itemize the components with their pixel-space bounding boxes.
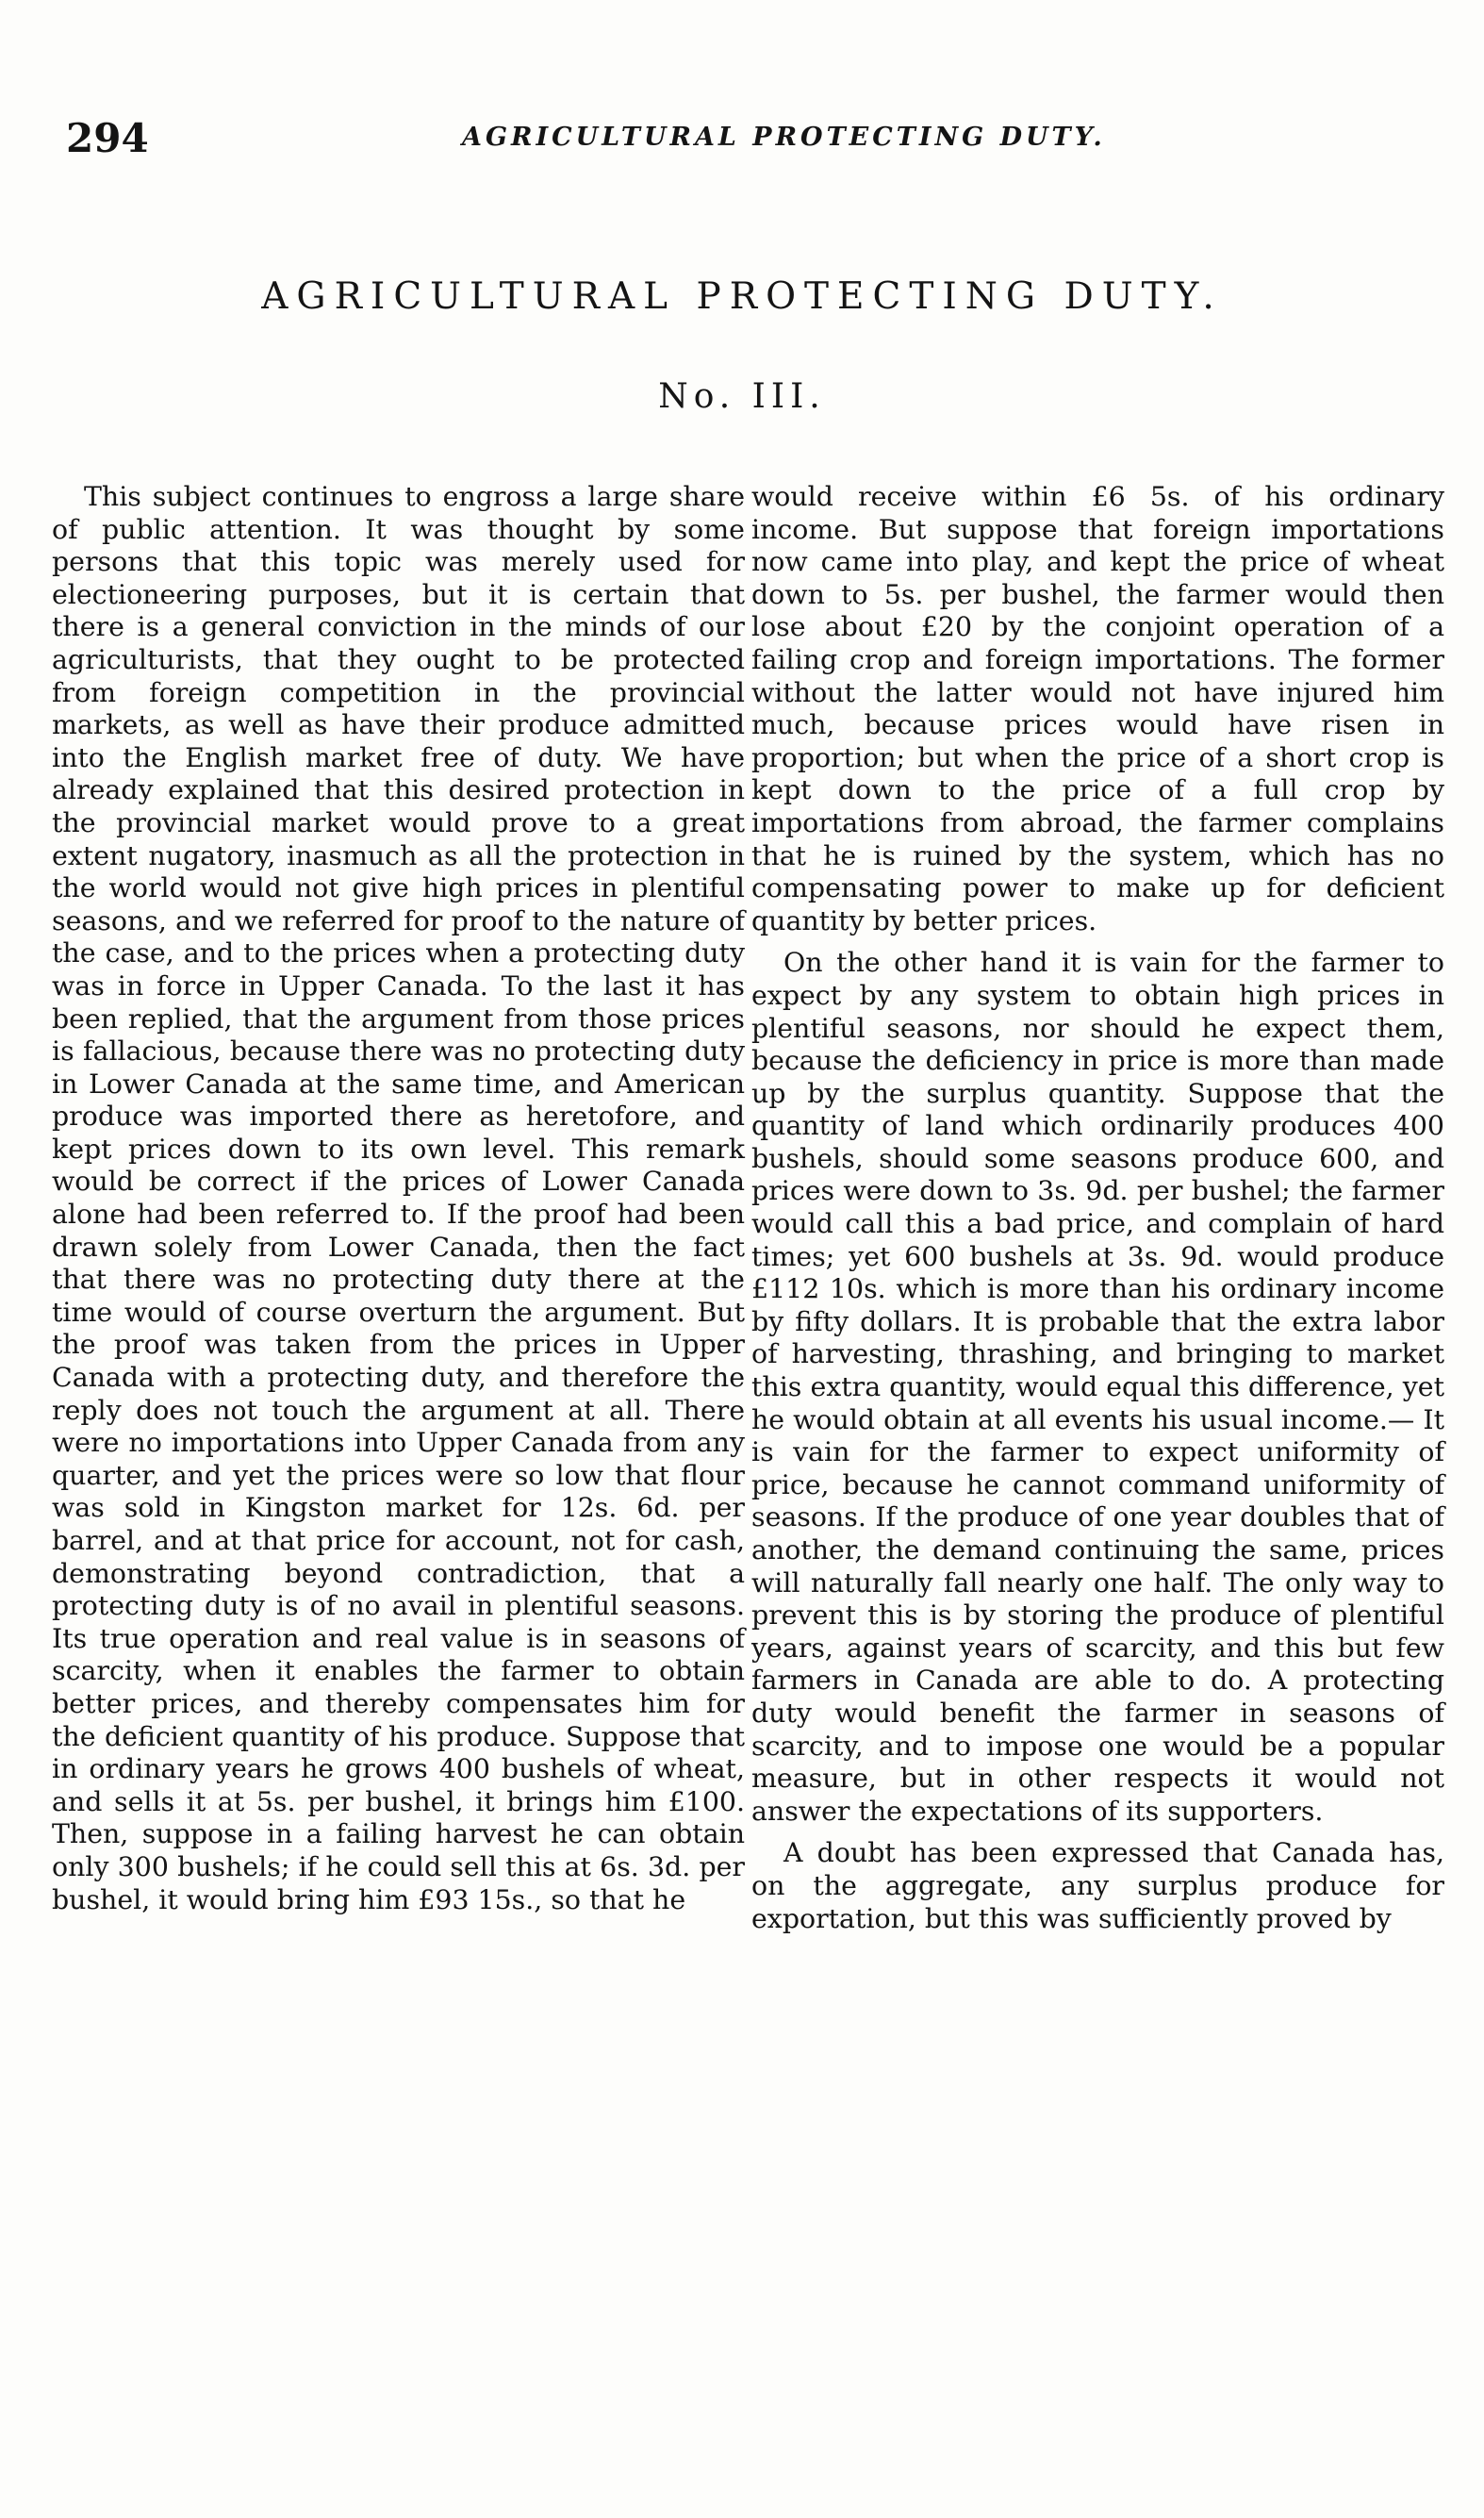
paragraph: A doubt has been expressed that Canada has, on the aggregate, any surplus produce for exportation, but this was sufficiently proved by: [751, 1837, 1444, 1934]
right-column: [751, 481, 1444, 1935]
running-title: AGRICULTURAL PROTECTING DUTY.: [462, 123, 1106, 152]
left-column: [52, 481, 745, 1916]
running-head: [66, 115, 1418, 162]
page-number: 294: [66, 115, 149, 161]
paragraph: This subject continues to engross a large share of public attention. It was thought by some persons that this topic was merely used for electioneering purposes, but it is certain that there is a general conviction in the minds of our agriculturists, that they ought to be protected from foreign competition in the provincial markets, as well as have their produce admitted into the English market free of duty. We have already explained that this desired protection in the provincial market would prove to a great extent nugatory, inasmuch as all the protection in the world would not give high prices in plentiful seasons, and we referred for proof to the nature of the case, and to the prices when a protecting duty was in force in Upper Canada. To the last it has been replied, that the argument from those prices is fallacious, because there was no protecting duty in Lower Canada at the same time, and American produce was imported there as heretofore, and kept prices down to its own level. This remark would be correct if the prices of Lower Canada alone had been referred to. If the proof had been drawn solely from Lower Canada, then the fact that there was no protecting duty there at the time would of course overturn the argument. But the proof was taken from the prices in Upper Canada with a protecting duty, and therefore the reply does not touch the argument at all. There were no importations into Upper Canada from any quarter, and yet the prices were so low that flour was sold in Kingston market for 12s. 6d. per barrel, and at that price for account, not for cash, demonstrating beyond contradiction, that a protecting duty is of no avail in plentiful seasons. Its true operation and real value is in seasons of scarcity, when it enables the farmer to obtain better prices, and thereby compensates him for the deficient quantity of his produce. Suppose that in ordinary years he grows 400 bushels of wheat, and sells it at 5s. per bushel, it brings him £100. Then, suppose in a failing harvest he can obtain only 300 bushels; if he could sell this at 6s. 3d. per bushel, it would bring him £93 15s., so that he: [52, 481, 745, 1915]
article-title: AGRICULTURAL PROTECTING DUTY.: [261, 275, 1223, 318]
article-number: No. III.: [658, 377, 826, 416]
paragraph: On the other hand it is vain for the farmer to expect by any system to obtain high prices in plentiful seasons, nor should he expect them, because the deficiency in price is more than made up by the surplus quantity. Suppose that the quantity of land which ordinarily produces 400 bushels, should some seasons produce 600, and prices were down to 3s. 9d. per bushel; the farmer would call this a bad price, and complain of hard times; yet 600 bushels at 3s. 9d. would produce £112 10s. which is more than his ordinary income by fifty dollars. It is probable that the extra labor of harvesting, thrashing, and bringing to market this extra quantity, would equal this difference, yet he would obtain at all events his usual income.— It is vain for the farmer to expect uniformity of price, because he cannot command uniformity of seasons. If the produce of one year doubles that of another, the demand continuing the same, prices will naturally fall nearly one half. The only way to prevent this is by storing the produce of plentiful years, against years of scarcity, and this but few farmers in Canada are able to do. A protecting duty would benefit the farmer in seasons of scarcity, and to impose one would be a popular measure, but in other respects it would not answer the expectations of its supporters.: [751, 947, 1444, 1827]
paragraph: would receive within £6 5s. of his ordinary income. But suppose that foreign importations now came into play, and kept the price of wheat down to 5s. per bushel, the farmer would then lose about £20 by the conjoint operation of a failing crop and foreign importations. The former without the latter would not have injured him much, because prices would have risen in proportion; but when the price of a short crop is kept down to the price of a full crop by importations from abroad, the farmer complains that he is ruined by the system, which has no compensating power to make up for deficient quantity by better prices.: [751, 481, 1444, 936]
